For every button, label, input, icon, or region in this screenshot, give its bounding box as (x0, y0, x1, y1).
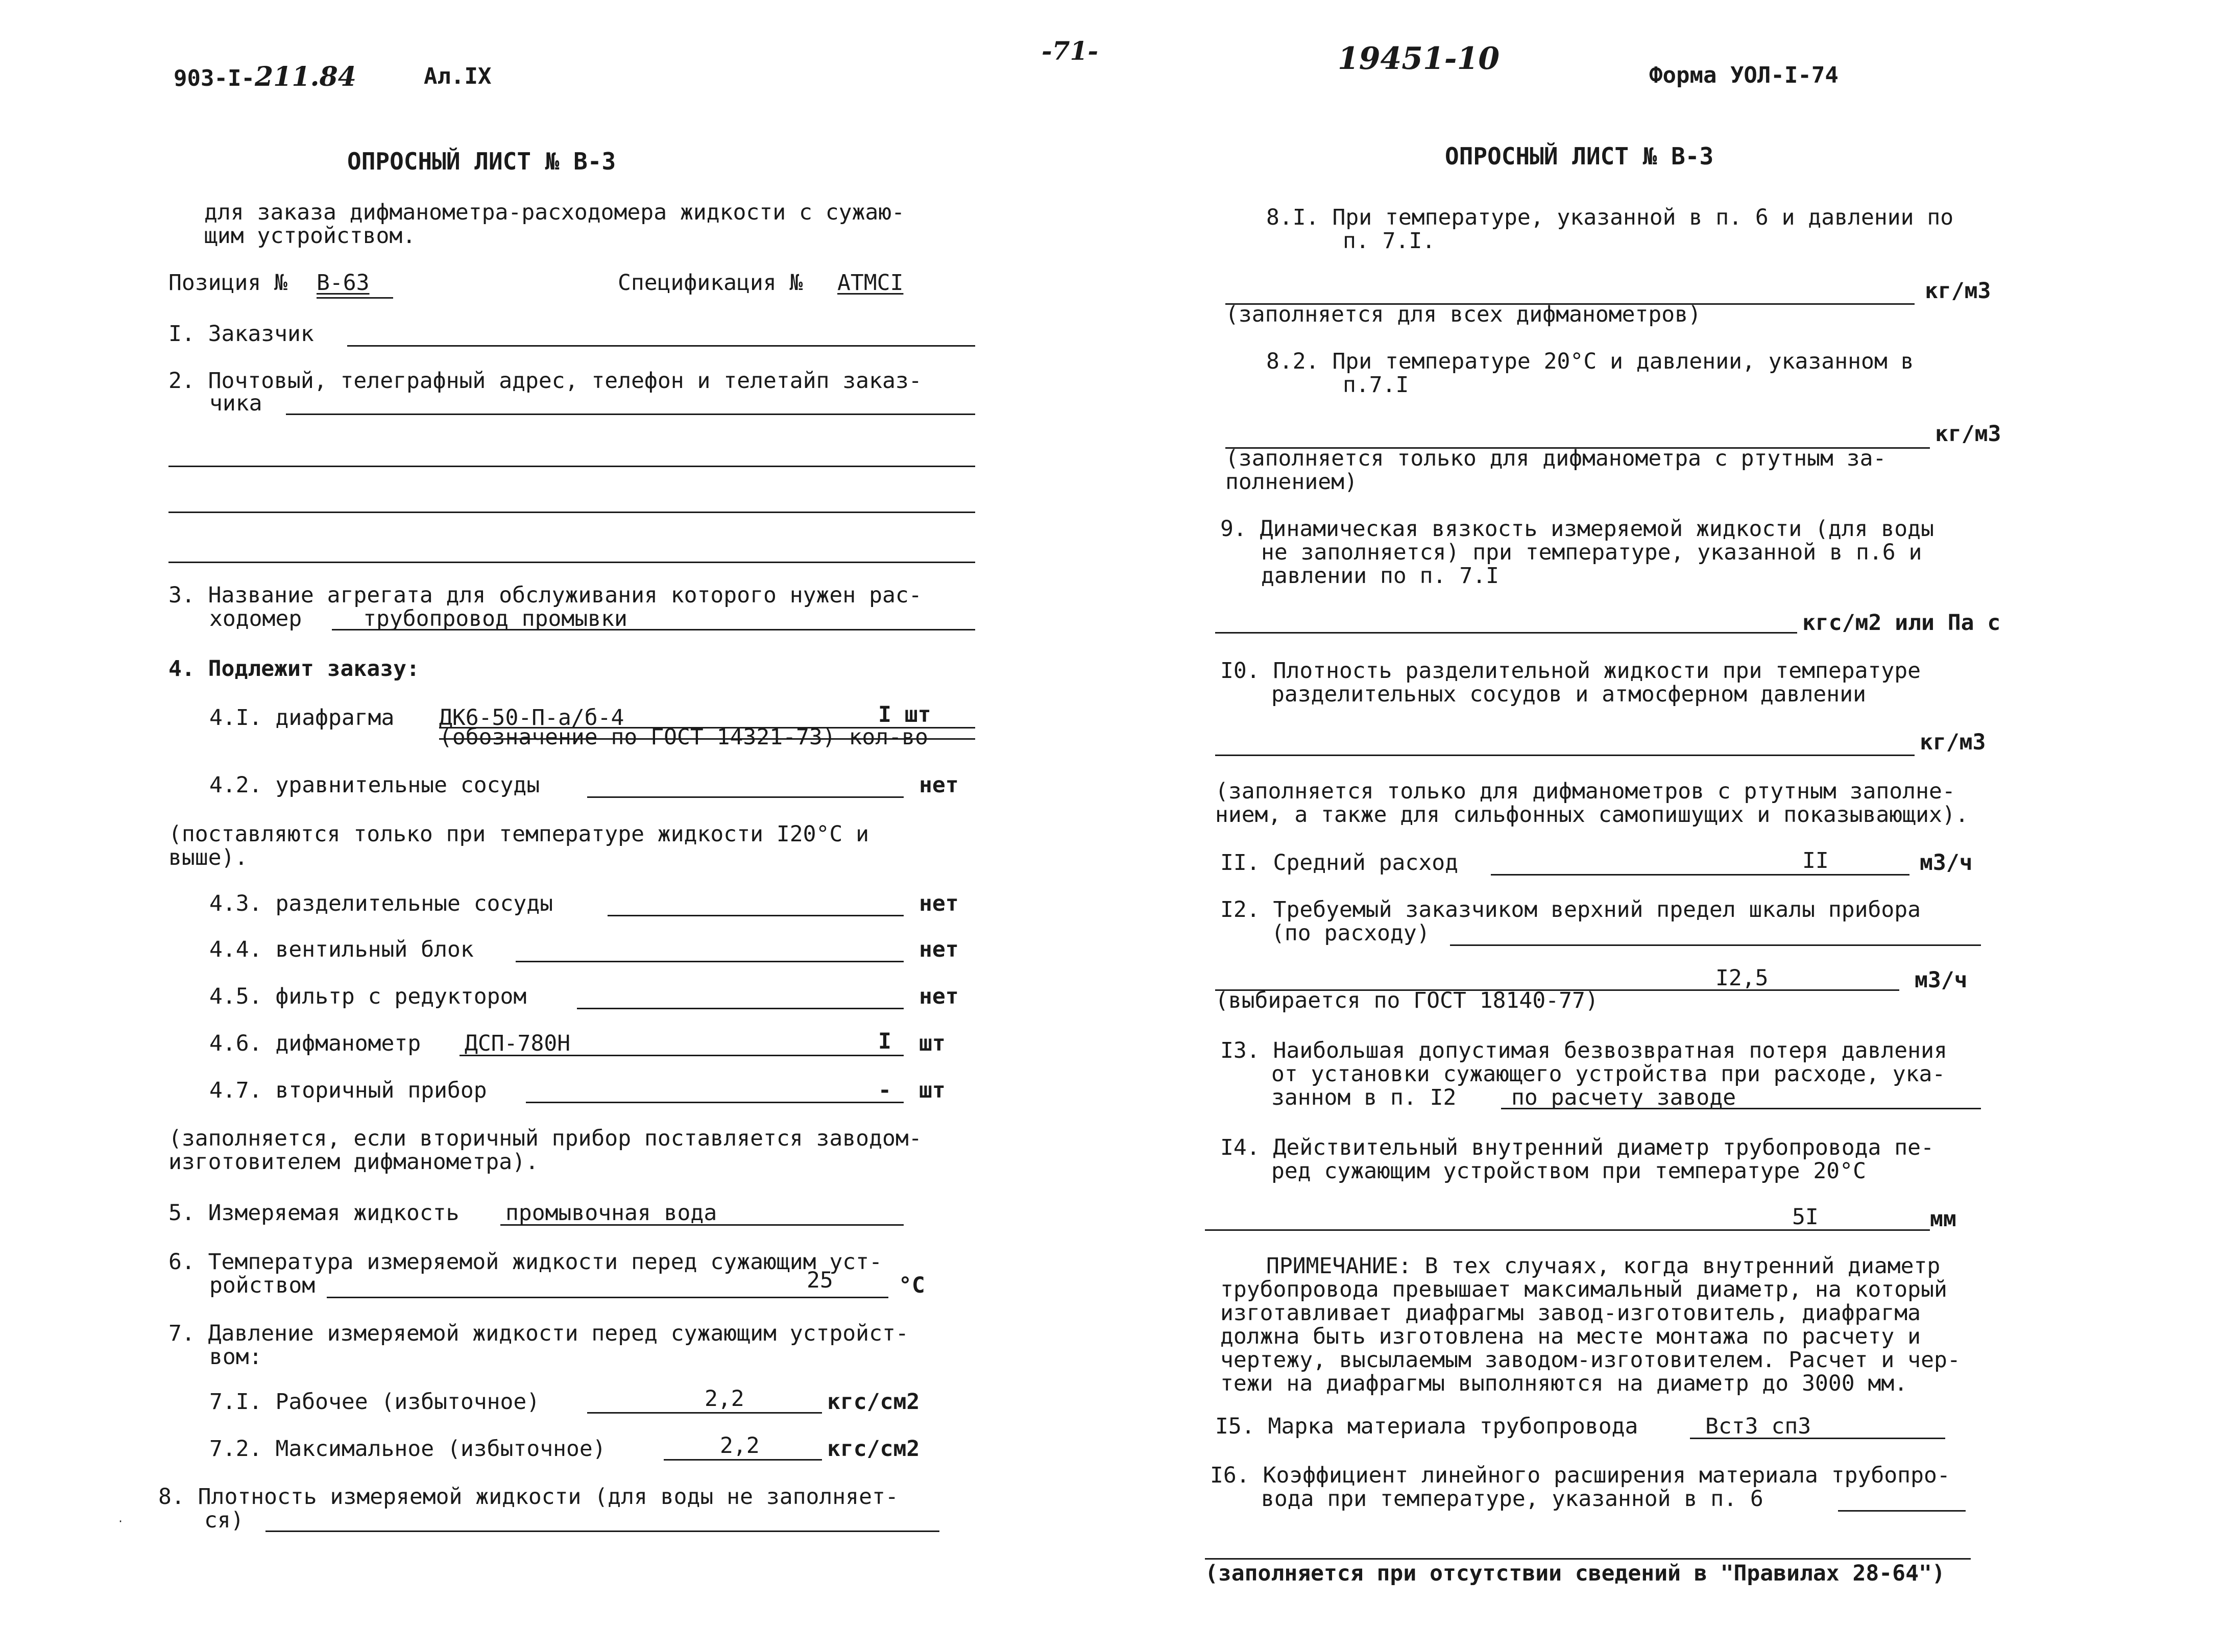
item-6-line1: 6. Температура измеряемой жидкости перед сужающим уст- (168, 1249, 882, 1275)
item-4-1-value: ДК6-50-П-а/б-4 (439, 705, 624, 731)
item-9-line2: не заполняется) при температуре, указанной в п.6 и (1261, 540, 1922, 565)
item-11-unit: м3/ч (1920, 850, 1973, 876)
address-line-2 (168, 466, 975, 467)
item-4-6-value: ДСП-780Н (465, 1031, 571, 1056)
item-5-value: промывочная вода (505, 1200, 717, 1226)
item-8-1-line1: 8.I. При температуре, указанной в п. 6 и давлении по (1266, 205, 1954, 230)
address-line-3 (168, 512, 975, 513)
left-title: ОПРОСНЫЙ ЛИСТ № В-3 (347, 148, 616, 175)
position-label: Позиция № (168, 270, 287, 296)
item-10-line1: I0. Плотность разделительной жидкости при температуре (1220, 658, 1921, 684)
item-12-line2: (по расходу) (1271, 920, 1430, 946)
customer-line (347, 345, 975, 347)
item-15-line (1690, 1438, 1945, 1439)
item-4-5-value: нет (919, 984, 959, 1009)
item-14-value: 5I (1792, 1204, 1819, 1230)
item-4-3-value: нет (919, 891, 959, 916)
left-subtitle-line1: для заказа дифманометра-расходомера жидкости с сужаю- (204, 200, 905, 225)
item-2-line2: чика (209, 391, 262, 416)
left-subtitle-line2: щим устройством. (204, 223, 416, 249)
note-line1: ПРИМЕЧАНИЕ: В тех случаях, когда внутренний диаметр (1266, 1253, 1941, 1279)
item-15-label: I5. Марка материала трубопровода (1215, 1414, 1638, 1439)
right-title: ОПРОСНЫЙ ЛИСТ № В-3 (1445, 142, 1714, 170)
item-4-6-unit: шт (919, 1031, 946, 1056)
item-12-note: (выбирается по ГОСТ 18140-77) (1215, 988, 1599, 1013)
item-4-heading: 4. Подлежит заказу: (168, 656, 420, 682)
item-7-1-label: 7.I. Рабочее (избыточное) (209, 1389, 540, 1415)
address-line-1 (286, 414, 975, 415)
item-3-line2: ходомер (209, 606, 302, 631)
address-line-4 (168, 562, 975, 563)
item-8-line (265, 1530, 939, 1532)
item-7-line2: вом: (209, 1344, 262, 1370)
spec-label: Спецификация № (618, 270, 803, 296)
page-number: -71- (1042, 36, 1099, 66)
item-4-4-value: нет (919, 937, 959, 962)
item-11-line (1491, 874, 1909, 876)
item-12-line1: I2. Требуемый заказчиком верхний предел шкалы прибора (1220, 897, 1921, 922)
item-8-1-unit: кг/м3 (1925, 278, 1991, 304)
item-11-value: II (1802, 848, 1829, 873)
item-4-1-label: 4.I. диафрагма (209, 705, 395, 731)
note-line5: чертежу, высылаемым заводом-изготовителем. Расчет и чер- (1220, 1347, 1961, 1373)
item-7-line1: 7. Давление измеряемой жидкости перед сужающим устройст- (168, 1321, 909, 1346)
item-14-line2: ред сужающим устройством при температуре 20°С (1271, 1158, 1866, 1184)
note-line4: должна быть изготовлена на месте монтажа по расчету и (1220, 1324, 1921, 1349)
item-3-value: трубопровод промывки (363, 606, 627, 631)
item-4-3-line (608, 915, 904, 916)
item-4-7-line (526, 1102, 904, 1103)
document-number: 19451-10 (1338, 41, 1500, 77)
item-4-5-label: 4.5. фильтр с редуктором (209, 984, 527, 1009)
item-11-label: II. Средний расход (1220, 850, 1458, 876)
item-2-line1: 2. Почтовый, телеграфный адрес, телефон и телетайп заказ- (168, 368, 922, 394)
item-4-7-qty: - (878, 1078, 891, 1103)
item-3-line1: 3. Название агрегата для обслуживания которого нужен рас- (168, 582, 922, 608)
item-8-1-line2: п. 7.I. (1343, 228, 1436, 254)
item-4-2-value: нет (919, 772, 959, 798)
doc-code-handwritten: 211.84 (254, 61, 356, 92)
item-9-line1: 9. Динамическая вязкость измеряемой жидкости (для воды (1220, 516, 1934, 542)
item-10-note-line1: (заполняется только для дифманометров с ртутным заполне- (1215, 779, 1955, 804)
position-value: В-63 (317, 270, 370, 296)
item-13-line (1501, 1108, 1981, 1109)
item-7-2-label: 7.2. Максимальное (избыточное) (209, 1436, 606, 1462)
item-4-6-qty: I (878, 1029, 891, 1054)
item-8-2-note-line1: (заполняется только для дифманометра с ртутным за- (1225, 446, 1887, 471)
item-7-2-line (664, 1459, 822, 1461)
item-4-2-note-line1: (поставляются только при температуре жидкости I20°С и (168, 821, 869, 847)
item-4-7-note-line2: изготовителем дифманометра). (168, 1149, 539, 1175)
item-13-line1: I3. Наибольшая допустимая безвозвратная потеря давления (1220, 1038, 1947, 1063)
item-7-1-unit: кгс/см2 (827, 1389, 920, 1415)
item-9-line (1215, 632, 1797, 634)
item-14-line1: I4. Действительный внутренний диаметр трубопровода пе- (1220, 1135, 1934, 1160)
item-8-2-line1: 8.2. При температуре 20°С и давлении, указанном в (1266, 349, 1914, 374)
item-4-7-unit: шт (919, 1078, 946, 1103)
item-12-line-a (1450, 944, 1981, 946)
item-4-7-label: 4.7. вторичный прибор (209, 1078, 487, 1103)
item-4-7-note-line1: (заполняется, если вторичный прибор поставляется заводом- (168, 1126, 922, 1151)
item-4-2-label: 4.2. уравнительные сосуды (209, 772, 540, 798)
item-10-line (1215, 755, 1915, 756)
item-4-2-line (587, 796, 904, 798)
item-16-line-b (1205, 1558, 1971, 1560)
item-4-5-line (577, 1008, 904, 1009)
margin-mark: · (117, 1515, 124, 1527)
item-4-2-note-line2: выше). (168, 845, 248, 870)
item-12-unit: м3/ч (1915, 967, 1968, 993)
item-8-2-unit: кг/м3 (1935, 421, 2001, 447)
note-line3: изготавливает диафрагмы завод-изготовитель, диафрагма (1220, 1300, 1921, 1326)
item-6-unit: °С (899, 1273, 925, 1298)
item-10-unit: кг/м3 (1920, 730, 1986, 755)
item-16-note: (заполняется при отсутствии сведений в "Правилах 28-64") (1205, 1561, 1945, 1586)
note-line6: тежи на диафрагмы выполняются на диаметр до 3000 мм. (1220, 1371, 1908, 1396)
item-4-4-label: 4.4. вентильный блок (209, 937, 474, 962)
item-7-1-value: 2,2 (705, 1386, 744, 1412)
item-7-1-line (587, 1412, 822, 1414)
item-8-line1: 8. Плотность измеряемой жидкости (для воды не заполняет- (158, 1484, 899, 1510)
spec-value: АТМСI (837, 270, 904, 296)
form-label: Форма УОЛ-I-74 (1649, 62, 1839, 88)
item-7-2-value: 2,2 (720, 1433, 760, 1459)
item-13-line3: занном в п. I2 (1271, 1085, 1457, 1110)
item-14-line (1205, 1229, 1930, 1231)
item-8-1-note: (заполняется для всех дифманометров) (1225, 302, 1701, 327)
item-4-6-label: 4.6. дифманометр (209, 1031, 421, 1056)
item-6-line (327, 1297, 888, 1298)
album-number: Ал.IX (424, 63, 492, 89)
item-5-line (500, 1224, 904, 1226)
item-8-line2: ся) (204, 1508, 244, 1533)
item-1-customer: I. Заказчик (168, 321, 314, 347)
item-13-value: по расчету заводе (1511, 1085, 1736, 1110)
doc-code-printed: 903-I- (174, 65, 255, 91)
item-16-line-a (1838, 1510, 1966, 1512)
item-14-unit: мм (1930, 1206, 1956, 1232)
item-4-1-note-strike (439, 738, 975, 740)
item-9-unit: кгс/м2 или Па с (1802, 610, 2001, 636)
item-6-value: 25 (807, 1268, 833, 1293)
item-3-line (332, 629, 975, 630)
item-16-line2: вода при температуре, указанной в п. 6 (1261, 1486, 1763, 1512)
item-10-note-line2: нием, а также для сильфонных самопишущих и показывающих). (1215, 802, 1969, 828)
item-12-value: I2,5 (1715, 965, 1769, 991)
item-13-line2: от установки сужающего устройства при расходе, ука- (1271, 1061, 1946, 1087)
item-9-line3: давлении по п. 7.I (1261, 563, 1499, 589)
item-15-value: ВстЗ сп3 (1705, 1414, 1811, 1439)
item-10-line2: разделительных сосудов и атмосферном давлении (1271, 682, 1866, 707)
item-4-4-line (516, 961, 904, 962)
position-line (317, 297, 393, 299)
item-4-1-note: (обозначение по ГОСТ 14321-73) кол-во (439, 724, 928, 750)
note-line2: трубопровода превышает максимальный диаметр, на который (1220, 1277, 1947, 1302)
item-4-6-line (459, 1055, 904, 1056)
item-8-2-line2: п.7.I (1343, 372, 1409, 398)
item-4-3-label: 4.3. разделительные сосуды (209, 891, 553, 916)
item-6-line2: ройством (209, 1273, 316, 1298)
item-4-1-qty: I шт (878, 702, 931, 727)
item-7-2-unit: кгс/см2 (827, 1436, 920, 1462)
doc-code (174, 61, 356, 92)
item-16-line1: I6. Коэффициент линейного расширения материала трубопро- (1210, 1463, 1950, 1488)
item-8-2-note-line2: полнением) (1225, 469, 1358, 495)
item-5-label: 5. Измеряемая жидкость (168, 1200, 459, 1226)
